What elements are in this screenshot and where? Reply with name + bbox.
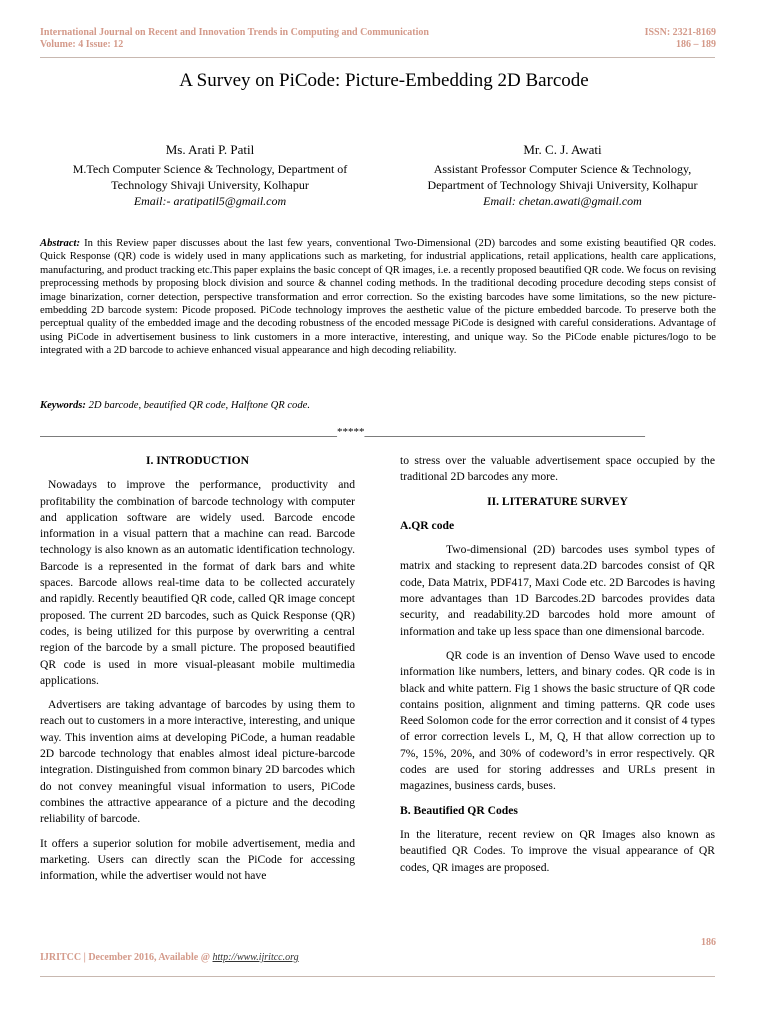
left-column (40, 453, 355, 892)
intro-paragraph-3-cont: to stress over the valuable advertisement space occupied by the traditional 2D barcodes any more. (400, 454, 715, 484)
subsection-heading-beautified-qr: B. Beautified QR Codes (400, 803, 518, 817)
journal-header (40, 27, 429, 51)
header-rule (40, 57, 715, 58)
page-footer (40, 952, 299, 963)
abstract (40, 237, 716, 358)
author-2 (390, 142, 735, 209)
page-range: 186 – 189 (676, 39, 716, 50)
issn: ISSN: 2321-8169 (644, 27, 716, 38)
qr-paragraph-1: Two-dimensional (2D) barcodes uses symbol types of matrix and stacking to represent data.2D barcodes consist of QR code, Data Matrix, PDF417, Maxi Code etc. 2D Barcodes is having more advantages than 1D Barcodes.2D barcodes provides data security, and readability.2D barcodes hold more amount of information and take up less space than one dimensional barcode. (400, 543, 715, 638)
author-2-affil-2: Department of Technology Shivaji University, Kolhapur (427, 178, 698, 192)
intro-paragraph-2: Advertisers are taking advantage of barcodes by using them to reach out to customers in a more interactive, interesting, and unique way. This invention aims at developing PiCode, a human readable 2D barcode technology that enables almost ideal picture-barcode integration. Distinguished from common binary 2D barcodes which do not convey meaningful visual information to users, PiCode combines the attractive appearance of a picture and the decoding reliability of barcode. (40, 698, 355, 826)
abstract-text: In this Review paper discusses about the last few years, conventional Two-Dimensional (2D) barcodes and some existing beautified QR codes. Quick Response (QR) code is widely used in many applications such as marketing, for industrial applications, retail applications, health care applications, manufacturing, and product tracking etc.This paper explains the basic concept of QR images, i.e. a recently proposed beautified QR code. We focus on revising preprocessing methods by proposing block division and source & channel coding methods. In the traditional decoding procedure decoding steps consist of image binarization, corner detection, perspective transformation and error correction. So the existing barcodes have some limitations, so the new picture-embedding 2D barcode system: Picode proposed. PiCode technology improves the aesthetic value of the picture embedded barcode. To preserve both the perceptual quality of the embedded image and the decoding robustness of the encoded message PiCode is designed with careful considerations. Advantage of using PiCode in advertisement business to link customers in a more interactive, interesting, and unique way. So the PiCode enable pictures/logo to be integrated with a 2D barcode to achieve enhanced visual appearance and high decoding reliability. (40, 238, 716, 357)
footer-link[interactable]: http://www.ijritcc.org (212, 952, 299, 963)
subsection-heading-qr-code: A.QR code (400, 518, 455, 532)
keywords (40, 399, 716, 412)
author-2-affil-1: Assistant Professor Computer Science & Technology, (433, 162, 692, 176)
page-number: 186 (701, 937, 716, 948)
author-1-name: Ms. Arati P. Patil (165, 142, 255, 157)
footer-rule (40, 976, 715, 977)
intro-paragraph-1: Nowadays to improve the performance, productivity and profitability the combination of barcode technology with computer and application software are widely used. Barcode encode information in a visual pattern that a machine can read. Barcode technology is also known as an automatic identification technology. Barcode is a represented in the format of dark bars and white spaces. Barcode allows real-time data to be collected accurately and rapidly. Recently beautified QR code, called QR image concept proposed. The current 2D barcodes, such as Quick Response (QR) codes, is being utilized for this purpose by overwriting a central region of the barcode by a small picture. The proposed beautified QR code is used in more visual-pleasant mobile multimedia applications. (40, 478, 355, 687)
author-2-name: Mr. C. J. Awati (523, 142, 602, 157)
journal-name: International Journal on Recent and Innovation Trends in Computing and Communication (40, 27, 429, 38)
section-heading-literature-survey: II. LITERATURE SURVEY (487, 494, 628, 508)
keywords-text: 2D barcode, beautified QR code, Halftone QR code. (88, 400, 310, 411)
issn-header (645, 27, 716, 51)
keywords-label: Keywords: (40, 400, 86, 411)
author-2-email: Email: chetan.awati@gmail.com (483, 194, 642, 208)
footer-text: IJRITCC | December 2016, Available @ (40, 952, 213, 963)
qr-paragraph-2: QR code is an invention of Denso Wave used to encode information like numbers, letters, and binary codes. QR code is in black and white pattern. Fig 1 shows the basic structure of QR code contains position, alignment and timing patterns. QR code uses Reed Solomon code for the error correction and it consist of 4 types of error correction levels L, M, Q, H that allow correction up to 7%, 15%, 20%, and 30% of codeword’s in error respectively. QR codes are used for storing addresses and URLs present in magazines, business cards, buses. (400, 648, 715, 793)
intro-paragraph-3: It offers a superior solution for mobile advertisement, media and marketing. Users can directly scan the PiCode for accessing information, while the advertiser would not have (40, 836, 355, 883)
author-1-affil-1: M.Tech Computer Science & Technology, Department of (72, 162, 348, 176)
author-1-affil-2: Technology Shivaji University, Kolhapur (111, 178, 309, 192)
section-divider: ______________________________________________________*****___________________________________________________ (40, 426, 645, 438)
right-column (400, 453, 715, 884)
beautified-qr-paragraph-1: In the literature, recent review on QR Images also known as beautified QR Codes. To improve the visual appearance of QR codes, QR images are proposed. (400, 827, 715, 874)
author-1-email: Email:- aratipatil5@gmail.com (133, 194, 287, 208)
paper-title: A Survey on PiCode: Picture-Embedding 2D Barcode (179, 70, 589, 91)
section-heading-introduction: I. INTRODUCTION (145, 454, 250, 467)
abstract-label: Abstract: (40, 238, 81, 249)
author-1 (40, 142, 380, 209)
journal-volume: Volume: 4 Issue: 12 (40, 39, 124, 50)
